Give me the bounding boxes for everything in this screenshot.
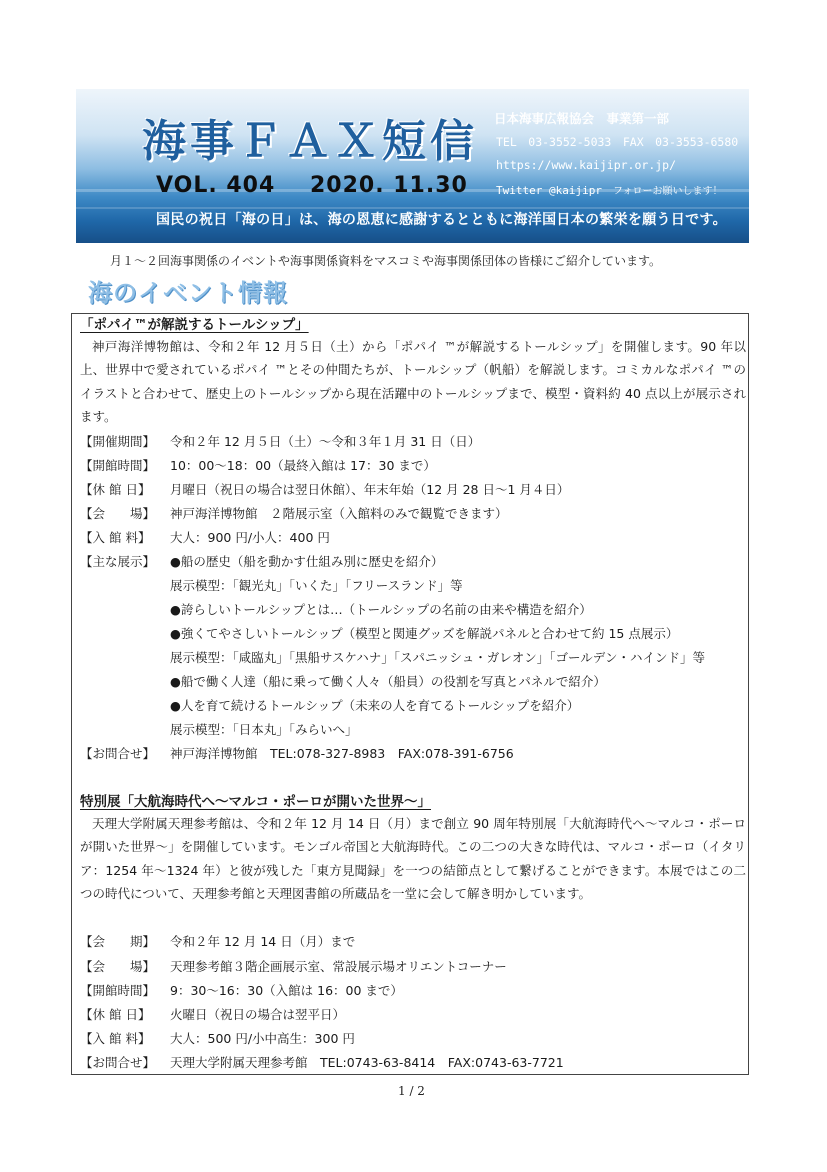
intro-text: 月１～２回海事関係のイベントや海事関係資料をマスコミや海事関係団体の皆様にご紹介しています。: [110, 254, 662, 268]
exhibit-line: ●強くてやさしいトールシップ（模型と関連グッズを解説パネルと合わせて約 15 点展示）: [170, 626, 679, 641]
twitter-handle[interactable]: [496, 182, 722, 198]
event1-detail-fee: [80, 532, 330, 545]
organization-name: 日本海事広報協会 事業第一部: [494, 111, 670, 126]
website-url[interactable]: https://www.kaijipr.or.jp/: [496, 158, 677, 172]
event2-detail-closed: [80, 1009, 345, 1022]
event1-detail-venue: [80, 508, 508, 521]
detail-label: 【開館時間】: [80, 458, 156, 473]
detail-label: 【休 館 日】: [80, 482, 151, 497]
section-title: 海のイベント情報: [88, 279, 288, 307]
detail-value: 10：00～18：00（最終入館は 17：30 まで）: [170, 458, 436, 473]
contact-tel-fax: TEL 03-3552-5033 FAX 03-3553-6580: [496, 135, 739, 149]
detail-value: 令和２年 12 月５日（土）～令和３年１月 31 日（日）: [170, 434, 481, 449]
detail-label: 【会 場】: [80, 506, 156, 521]
detail-label: 【会 場】: [80, 959, 156, 974]
detail-label: 【お問合せ】: [80, 1055, 156, 1070]
detail-label: 【入 館 料】: [80, 530, 151, 545]
exhibit-line: 展示模型：「日本丸」「みらいへ」: [170, 722, 358, 737]
detail-label: 【休 館 日】: [80, 1007, 151, 1022]
event1-detail-hours: [80, 460, 436, 473]
detail-label: 【開催期間】: [80, 434, 156, 449]
event1-detail-exhibits: [80, 556, 443, 569]
newsletter-title: 海事ＦＡＸ短信: [142, 116, 478, 167]
event2-detail-period: [80, 936, 355, 949]
event2-detail-fee: [80, 1033, 355, 1046]
detail-value: 9：30～16：30（入館は 16：00 まで）: [170, 983, 403, 998]
event2-heading: 特別展「大航海時代へ～マルコ・ポーロが開いた世界～」: [80, 794, 431, 810]
event1-heading: 「ポパイ™が解説するトールシップ」: [80, 317, 309, 333]
detail-label: 【入 館 料】: [80, 1031, 151, 1046]
detail-value: ●船の歴史（船を動かす仕組み別に歴史を紹介）: [170, 554, 444, 569]
event2-contact: [80, 1057, 564, 1070]
detail-value: 令和２年 12 月 14 日（月）まで: [170, 934, 356, 949]
detail-label: 【開館時間】: [80, 983, 156, 998]
banner-motto: 国民の祝日「海の日」は、海の恩恵に感謝するとともに海洋国日本の繁栄を願う日です。: [156, 212, 727, 228]
event1-detail-closed: [80, 484, 569, 497]
exhibit-line: 展示模型：「観光丸」「いくた」「フリースランド」等: [170, 578, 463, 593]
event1-contact: [80, 748, 514, 761]
event1-body: 神戸海洋博物館は、令和２年 12 月５日（土）から「ポパイ ™が解説するトールシップ」を開催します。90 年以上、世界中で愛されているポパイ ™とその仲間たちが、トールシップ（帆船）を解説します。コミカルなポパイ ™のイラストと合わせて、歴史上のトールシップから現在活躍中のトールシップまで、模型・資料約 40 点以上が展示されます。: [80, 339, 746, 424]
page-number: 1 / 2: [398, 1084, 425, 1098]
event2-detail-venue: [80, 961, 507, 974]
detail-value: 大人：500 円/小中高生：300 円: [170, 1031, 355, 1046]
twitter-note: フォローお願いします！: [612, 186, 723, 197]
issue-date: 2020. 11.30: [310, 173, 468, 198]
detail-value: 大人：900 円/小人：400 円: [170, 530, 330, 545]
exhibit-line: 展示模型：「咸臨丸」「黒船サスケハナ」「スパニッシュ・ガレオン」「ゴールデン・ハインド」等: [170, 650, 706, 665]
exhibit-line: ●船で働く人達（船に乗って働く人々（船員）の役割を写真とパネルで紹介）: [170, 674, 606, 689]
detail-label: 【主な展示】: [80, 554, 156, 569]
detail-value: 神戸海洋博物館 TEL:078-327-8983 FAX:078-391-6756: [170, 746, 514, 761]
detail-value: 天理大学附属天理参考館 TEL:0743-63-8414 FAX:0743-63-7721: [170, 1055, 564, 1070]
header-banner: [76, 89, 749, 243]
exhibit-line: ●誇らしいトールシップとは…（トールシップの名前の由来や構造を紹介）: [170, 602, 592, 617]
volume-number: VOL. 404: [156, 173, 276, 198]
detail-value: 火曜日（祝日の場合は翌平日）: [170, 1007, 346, 1022]
detail-value: 神戸海洋博物館 ２階展示室（入館料のみで観覧できます）: [170, 506, 508, 521]
detail-value: 天理参考館３階企画展示室、常設展示場オリエントコーナー: [170, 959, 507, 974]
event1-detail-period: [80, 436, 480, 449]
event2-body: 天理大学附属天理参考館は、令和２年 12 月 14 日（月）まで創立 90 周年特別展「大航海時代へ～マルコ・ポーロが開いた世界～」を開催しています。モンゴル帝国と大航海時代。この二つの大きな時代は、マルコ・ポーロ（イタリア：1254 年～1324 年）と彼が残した「東方見聞録」を一つの結節点として繋げることができます。本展ではこの二つの時代について、天理参考館と天理図書館の所蔵品を一堂に会して解き明かしています。: [80, 816, 746, 901]
detail-label: 【お問合せ】: [80, 746, 156, 761]
event2-detail-hours: [80, 985, 403, 998]
exhibit-line: ●人を育て続けるトールシップ（未来の人を育てるトールシップを紹介）: [170, 698, 580, 713]
detail-value: 月曜日（祝日の場合は翌日休館）、年末年始（12 月 28 日～1 月４日）: [170, 482, 570, 497]
detail-label: 【会 期】: [80, 934, 156, 949]
twitter-id: Twitter @kaijipr: [496, 184, 602, 197]
